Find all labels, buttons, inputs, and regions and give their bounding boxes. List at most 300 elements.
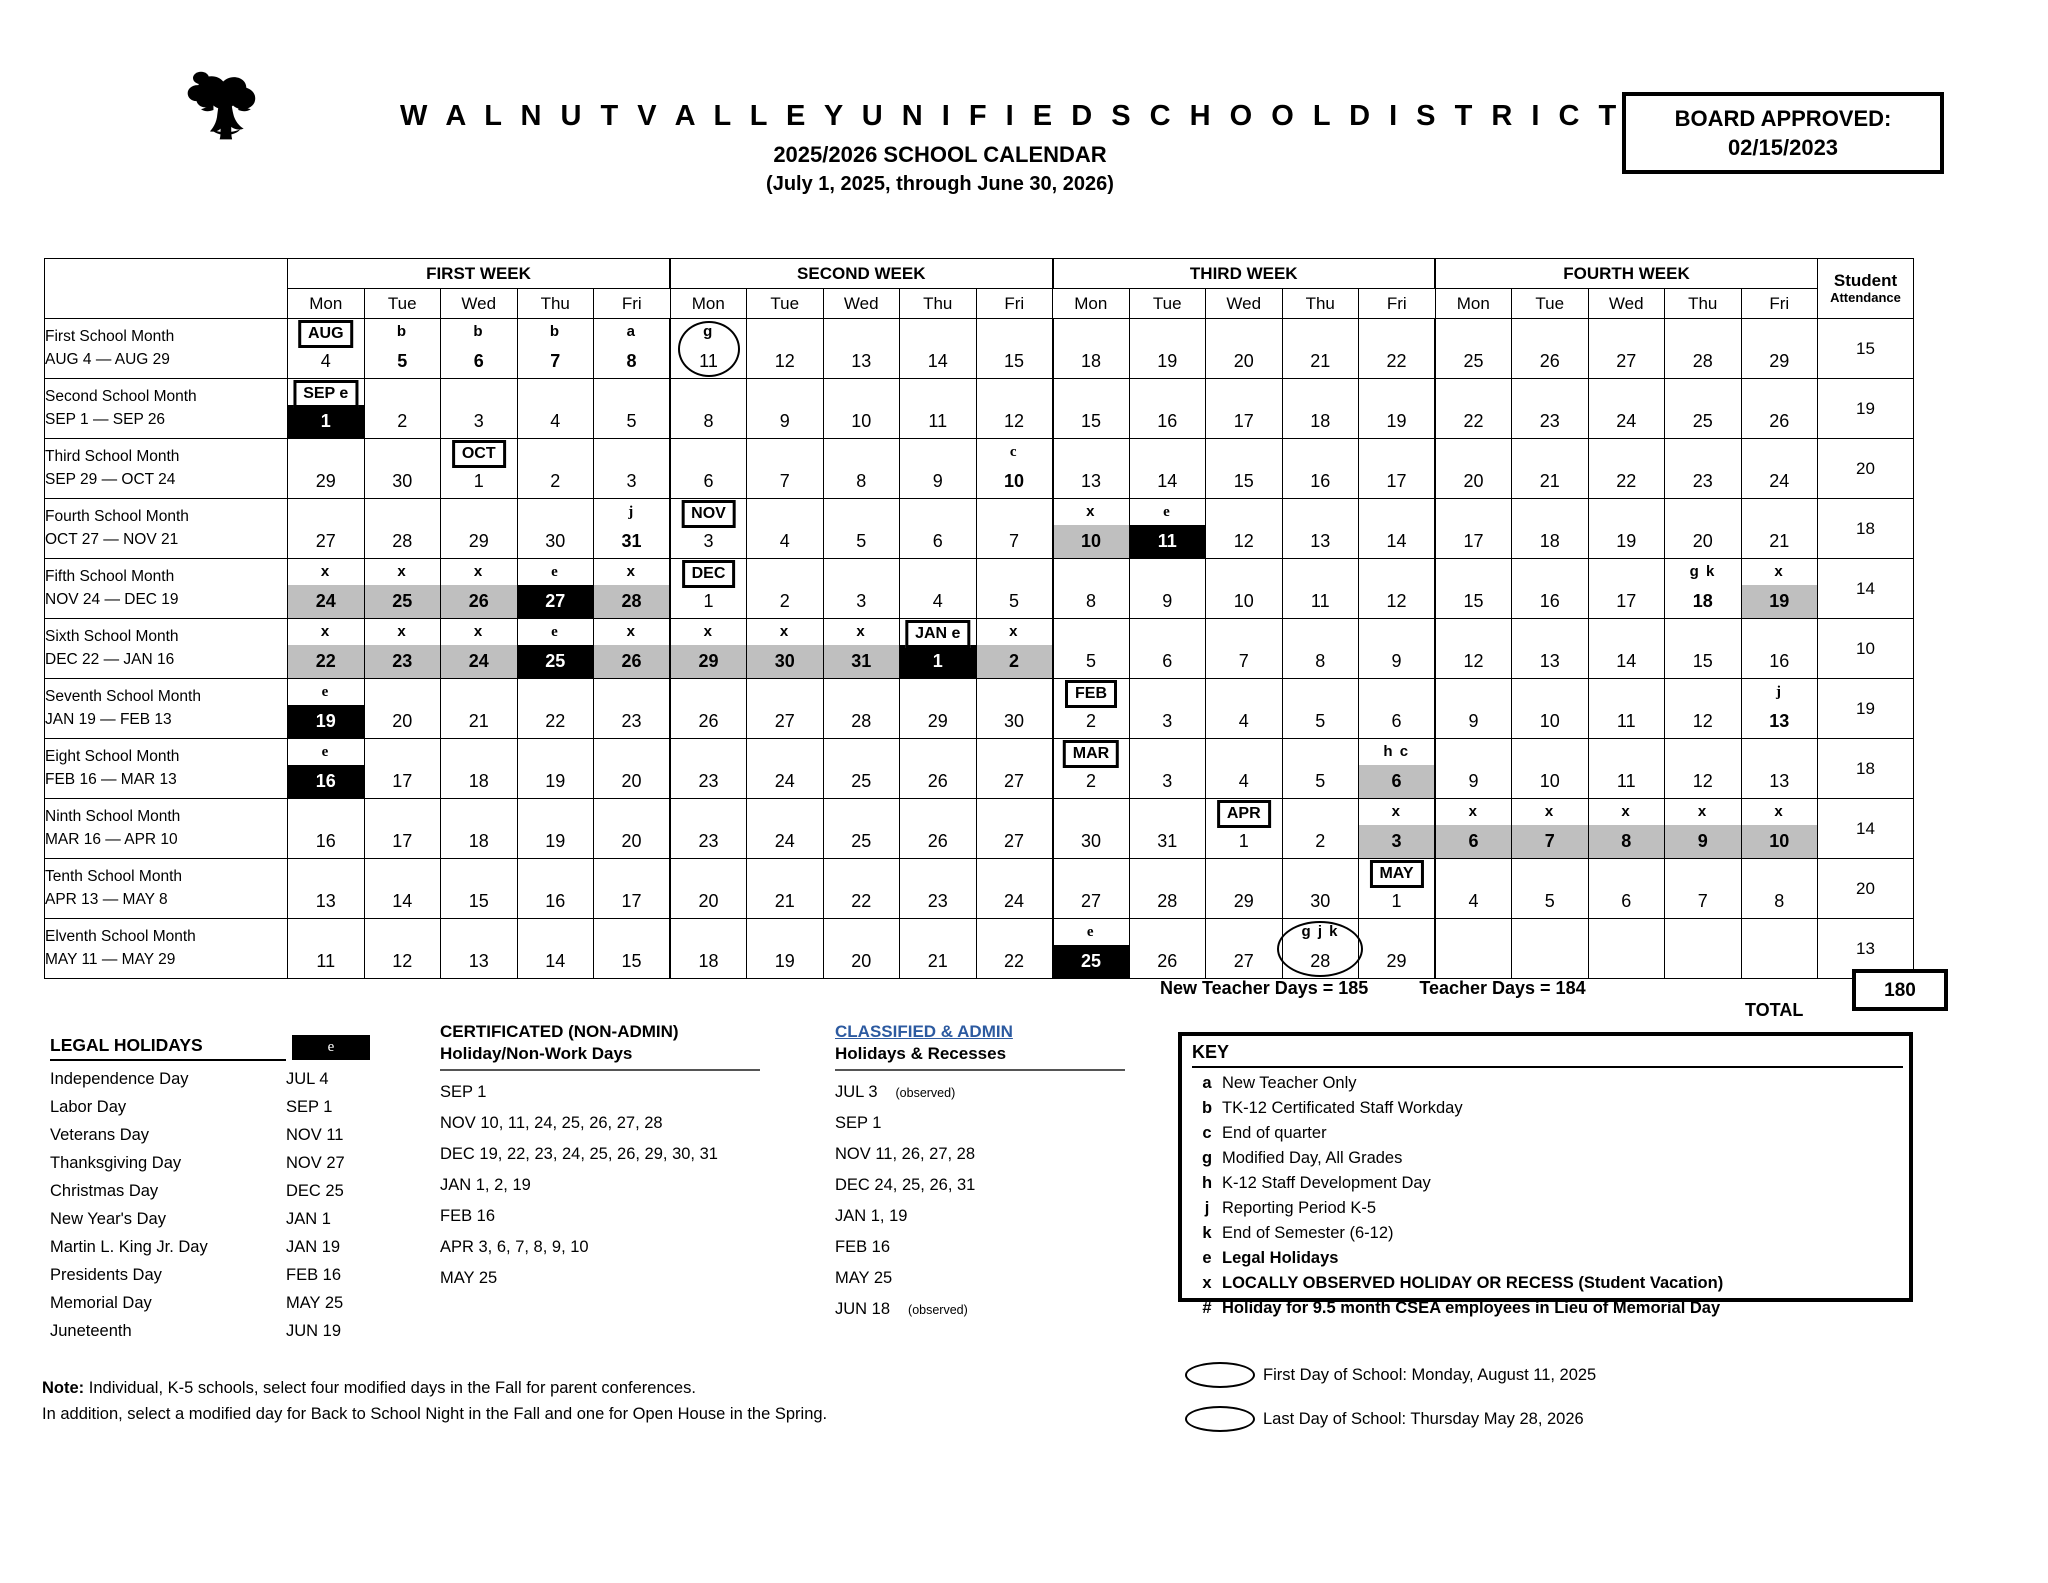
day-number: 26 [1157, 951, 1178, 971]
day-label-tue-week4: Tue [1512, 289, 1589, 319]
day-number: 6 [473, 351, 484, 371]
calendar-day-cell[interactable] [594, 559, 671, 619]
calendar-day-cell[interactable] [441, 319, 518, 379]
calendar-day-cell[interactable] [441, 619, 518, 679]
day-number: 12 [1692, 771, 1713, 791]
calendar-day-cell[interactable] [517, 619, 594, 679]
calendar-day-cell[interactable] [823, 619, 900, 679]
calendar-day-cell[interactable] [517, 859, 594, 919]
calendar-day-cell[interactable] [1665, 559, 1742, 619]
calendar-day-cell[interactable] [823, 799, 900, 859]
calendar-day-cell[interactable] [1665, 439, 1742, 499]
calendar-day-cell[interactable] [364, 619, 441, 679]
calendar-day-cell[interactable] [364, 499, 441, 559]
calendar-day-cell[interactable] [1359, 619, 1436, 679]
day-label-wed-week2: Wed [823, 289, 900, 319]
calendar-day-cell[interactable] [1512, 319, 1589, 379]
calendar-day-cell[interactable] [1588, 619, 1665, 679]
calendar-day-cell[interactable] [1206, 499, 1283, 559]
school-month-row [45, 739, 1914, 799]
calendar-day-cell[interactable] [747, 319, 824, 379]
calendar-day-cell[interactable] [1053, 679, 1130, 739]
calendar-day-cell[interactable] [1741, 859, 1818, 919]
calendar-day-cell[interactable] [1512, 859, 1589, 919]
day-number: 18 [698, 951, 719, 971]
calendar-day-cell[interactable] [670, 499, 747, 559]
calendar-day-cell[interactable] [364, 859, 441, 919]
certificated-list [440, 1083, 760, 1288]
calendar-day-cell[interactable] [1665, 739, 1742, 799]
calendar-day-cell[interactable] [1206, 319, 1283, 379]
calendar-day-cell[interactable] [747, 619, 824, 679]
classified-date-row [835, 1176, 1125, 1195]
calendar-day-cell[interactable] [517, 679, 594, 739]
calendar-day-cell[interactable] [1512, 679, 1589, 739]
calendar-day-cell[interactable] [1588, 739, 1665, 799]
calendar-day-cell[interactable] [1053, 439, 1130, 499]
calendar-day-cell[interactable] [1741, 499, 1818, 559]
calendar-day-cell[interactable] [1282, 499, 1359, 559]
key-description: Reporting Period K-5 [1222, 1199, 1377, 1217]
calendar-day-cell[interactable] [976, 799, 1053, 859]
calendar-day-cell[interactable] [517, 379, 594, 439]
calendar-day-cell[interactable] [1435, 799, 1512, 859]
calendar-day-cell[interactable] [594, 499, 671, 559]
calendar-day-cell[interactable] [1129, 379, 1206, 439]
calendar-day-cell[interactable] [1665, 319, 1742, 379]
school-month-label [45, 559, 288, 619]
calendar-day-cell[interactable] [670, 319, 747, 379]
calendar-day-cell[interactable] [1512, 919, 1589, 979]
calendar-day-cell[interactable] [1053, 319, 1130, 379]
calendar-day-cell[interactable] [1282, 439, 1359, 499]
classified-title[interactable]: CLASSIFIED & ADMIN [835, 1022, 1013, 1041]
day-number: 28 [1692, 351, 1713, 371]
day-number: 10 [851, 411, 872, 431]
calendar-day-cell[interactable] [823, 679, 900, 739]
calendar-day-cell[interactable] [288, 679, 365, 739]
calendar-day-cell[interactable] [517, 499, 594, 559]
day-number: 19 [545, 771, 566, 791]
day-number: 12 [1003, 411, 1025, 431]
calendar-day-cell[interactable] [976, 439, 1053, 499]
calendar-day-cell[interactable] [1129, 319, 1206, 379]
day-number: 9 [1468, 711, 1479, 731]
calendar-day-cell[interactable] [900, 679, 977, 739]
calendar-day-cell[interactable] [1359, 319, 1436, 379]
calendar-day-cell[interactable] [1741, 319, 1818, 379]
student-attendance-value: 15 [1818, 319, 1914, 379]
calendar-day-cell[interactable] [900, 319, 977, 379]
day-number: 1 [473, 471, 484, 491]
calendar-day-cell[interactable] [1741, 379, 1818, 439]
day-number: 28 [1157, 891, 1178, 911]
calendar-day-cell[interactable] [288, 859, 365, 919]
calendar-day-cell[interactable] [1588, 679, 1665, 739]
calendar-day-cell[interactable] [1129, 859, 1206, 919]
day-number: 10 [1054, 525, 1129, 558]
calendar-day-cell[interactable] [900, 859, 977, 919]
classified-date: JAN 1, 19 [835, 1207, 908, 1225]
calendar-day-cell[interactable] [441, 499, 518, 559]
day-number: 25 [1692, 411, 1713, 431]
calendar-day-cell[interactable] [594, 799, 671, 859]
school-month-row [45, 679, 1914, 739]
calendar-day-cell[interactable] [747, 859, 824, 919]
month-name: Sixth School Month [45, 628, 179, 646]
calendar-day-cell[interactable] [1741, 919, 1818, 979]
calendar-day-cell[interactable] [1435, 739, 1512, 799]
calendar-day-cell[interactable] [900, 739, 977, 799]
calendar-day-cell[interactable] [1206, 439, 1283, 499]
key-code: g [1201, 1149, 1213, 1167]
calendar-day-cell[interactable] [364, 739, 441, 799]
day-number: 2 [977, 645, 1052, 678]
calendar-day-cell[interactable] [1282, 319, 1359, 379]
calendar-day-cell[interactable] [1206, 859, 1283, 919]
day-number: 8 [856, 471, 867, 491]
calendar-day-cell[interactable] [1588, 379, 1665, 439]
day-number: 11 [699, 351, 718, 371]
calendar-day-cell[interactable] [1359, 379, 1436, 439]
calendar-day-cell[interactable] [747, 679, 824, 739]
calendar-day-cell[interactable] [1206, 379, 1283, 439]
day-number: 17 [1616, 591, 1637, 611]
calendar-day-cell[interactable] [594, 859, 671, 919]
day-number: 28 [1310, 951, 1331, 971]
calendar-day-cell[interactable] [364, 439, 441, 499]
calendar-day-cell[interactable] [441, 799, 518, 859]
calendar-day-cell[interactable] [1512, 739, 1589, 799]
calendar-day-cell[interactable] [1512, 559, 1589, 619]
calendar-day-cell[interactable] [1206, 739, 1283, 799]
calendar-day-cell[interactable] [670, 439, 747, 499]
calendar-day-cell[interactable] [517, 319, 594, 379]
calendar-day-cell[interactable] [594, 379, 671, 439]
calendar-day-cell[interactable] [1129, 619, 1206, 679]
day-number: 22 [1463, 411, 1484, 431]
calendar-day-cell[interactable] [670, 919, 747, 979]
calendar-day-cell[interactable] [976, 859, 1053, 919]
calendar-day-cell[interactable] [1512, 439, 1589, 499]
calendar-day-cell[interactable] [976, 919, 1053, 979]
day-number: 7 [1512, 825, 1588, 858]
calendar-day-cell[interactable] [517, 739, 594, 799]
month-range: SEP 29 — OCT 24 [45, 470, 176, 488]
calendar-day-cell[interactable] [288, 559, 365, 619]
calendar-day-cell[interactable] [441, 679, 518, 739]
calendar-day-cell[interactable] [670, 799, 747, 859]
calendar-day-cell[interactable] [441, 379, 518, 439]
day-number: 5 [856, 531, 867, 551]
day-number: 30 [1310, 891, 1331, 911]
calendar-day-cell[interactable] [823, 319, 900, 379]
calendar-day-cell[interactable] [1588, 559, 1665, 619]
calendar-day-cell[interactable] [900, 379, 977, 439]
day-number: 6 [1621, 891, 1632, 911]
key-code: c [1202, 1124, 1212, 1142]
calendar-day-cell[interactable] [1359, 739, 1436, 799]
calendar-day-cell[interactable] [670, 619, 747, 679]
calendar-day-cell[interactable] [900, 439, 977, 499]
calendar-day-cell[interactable] [976, 319, 1053, 379]
calendar-day-cell[interactable] [1512, 379, 1589, 439]
calendar-day-cell[interactable] [364, 559, 441, 619]
key-description: K-12 Staff Development Day [1222, 1174, 1431, 1192]
calendar-day-cell[interactable] [288, 319, 365, 379]
note-label: Note: [42, 1379, 85, 1397]
calendar-day-cell[interactable] [288, 919, 365, 979]
calendar-day-cell[interactable] [670, 379, 747, 439]
calendar-day-cell[interactable] [1741, 799, 1818, 859]
calendar-day-cell[interactable] [1741, 619, 1818, 679]
calendar-day-cell[interactable] [823, 379, 900, 439]
calendar-day-cell[interactable] [1053, 919, 1130, 979]
calendar-day-cell[interactable] [364, 379, 441, 439]
calendar-day-cell[interactable] [1053, 559, 1130, 619]
calendar-day-cell[interactable] [1435, 679, 1512, 739]
calendar-day-cell[interactable] [1359, 679, 1436, 739]
calendar-day-cell[interactable] [1206, 799, 1283, 859]
legal-holiday-name: Memorial Day [50, 1294, 152, 1312]
calendar-day-cell[interactable] [1435, 439, 1512, 499]
legal-holiday-row [50, 1294, 390, 1313]
day-number: 14 [1386, 531, 1407, 551]
calendar-day-cell[interactable] [594, 679, 671, 739]
calendar-day-cell[interactable] [976, 379, 1053, 439]
calendar-day-cell[interactable] [1129, 559, 1206, 619]
day-number: 18 [1310, 411, 1331, 431]
calendar-day-cell[interactable] [1053, 379, 1130, 439]
calendar-day-cell[interactable] [594, 739, 671, 799]
classified-list [835, 1083, 1125, 1319]
calendar-day-cell[interactable] [594, 919, 671, 979]
calendar-day-cell[interactable] [1435, 319, 1512, 379]
calendar-day-cell[interactable] [288, 739, 365, 799]
calendar-day-cell[interactable] [1588, 799, 1665, 859]
day-marker-code: g k [1689, 563, 1716, 580]
calendar-day-cell[interactable] [1206, 679, 1283, 739]
calendar-day-cell[interactable] [517, 919, 594, 979]
calendar-day-cell[interactable] [441, 919, 518, 979]
calendar-day-cell[interactable] [1588, 919, 1665, 979]
calendar-day-cell[interactable] [1129, 739, 1206, 799]
calendar-day-cell[interactable] [1282, 379, 1359, 439]
calendar-day-cell[interactable] [900, 499, 977, 559]
calendar-day-cell[interactable] [1435, 919, 1512, 979]
day-number: 15 [1080, 411, 1102, 431]
calendar-day-cell[interactable] [747, 799, 824, 859]
calendar-day-cell[interactable] [1665, 499, 1742, 559]
day-number: 12 [1233, 531, 1254, 551]
calendar-day-cell[interactable] [900, 559, 977, 619]
calendar-day-cell[interactable] [900, 799, 977, 859]
calendar-day-cell[interactable] [517, 799, 594, 859]
calendar-day-cell[interactable] [1053, 799, 1130, 859]
calendar-day-cell[interactable] [1435, 499, 1512, 559]
calendar-day-cell[interactable] [1741, 559, 1818, 619]
day-marker-code: x [856, 623, 867, 640]
calendar-day-cell[interactable] [747, 559, 824, 619]
calendar-day-cell[interactable] [1512, 799, 1589, 859]
week-header-row [45, 259, 1914, 289]
calendar-day-cell[interactable] [900, 919, 977, 979]
day-number: 26 [594, 645, 669, 678]
calendar-day-cell[interactable] [364, 919, 441, 979]
calendar-day-cell[interactable] [976, 619, 1053, 679]
calendar-day-cell[interactable] [823, 859, 900, 919]
calendar-day-cell[interactable] [823, 739, 900, 799]
calendar-day-cell[interactable] [670, 739, 747, 799]
calendar-day-cell[interactable] [288, 799, 365, 859]
calendar-day-cell[interactable] [976, 499, 1053, 559]
calendar-day-cell[interactable] [1359, 859, 1436, 919]
legal-holiday-date: FEB 16 [286, 1266, 342, 1284]
calendar-day-cell[interactable] [976, 679, 1053, 739]
calendar-day-cell[interactable] [288, 499, 365, 559]
calendar-day-cell[interactable] [364, 679, 441, 739]
calendar-day-cell[interactable] [900, 619, 977, 679]
calendar-day-cell[interactable] [288, 619, 365, 679]
calendar-day-cell[interactable] [670, 859, 747, 919]
calendar-day-cell[interactable] [1282, 739, 1359, 799]
day-number: 16 [1310, 471, 1331, 491]
calendar-day-cell[interactable] [1588, 499, 1665, 559]
first-day-row [1185, 1362, 1596, 1388]
school-calendar-table [44, 258, 1914, 979]
calendar-day-cell[interactable] [1435, 559, 1512, 619]
day-number: 25 [851, 831, 872, 851]
calendar-day-cell[interactable] [747, 739, 824, 799]
certificated-date-row: SEP 1 [440, 1083, 487, 1101]
calendar-day-cell[interactable] [976, 739, 1053, 799]
calendar-day-cell[interactable] [1053, 739, 1130, 799]
calendar-day-cell[interactable] [670, 679, 747, 739]
calendar-day-cell[interactable] [1282, 619, 1359, 679]
legal-holiday-date: DEC 25 [286, 1182, 344, 1200]
calendar-day-cell[interactable] [747, 919, 824, 979]
student-attendance-value: 20 [1818, 859, 1914, 919]
total-attendance-value: 180 [1852, 969, 1948, 1011]
calendar-day-cell[interactable] [1665, 919, 1742, 979]
calendar-day-cell[interactable] [1129, 919, 1206, 979]
calendar-day-cell[interactable] [1282, 679, 1359, 739]
calendar-day-cell[interactable] [1512, 619, 1589, 679]
calendar-day-cell[interactable] [1359, 439, 1436, 499]
calendar-day-cell[interactable] [1129, 679, 1206, 739]
calendar-day-cell[interactable] [441, 859, 518, 919]
calendar-day-cell[interactable] [1359, 799, 1436, 859]
day-number: 26 [927, 831, 948, 851]
calendar-day-cell[interactable] [1435, 619, 1512, 679]
calendar-day-cell[interactable] [517, 439, 594, 499]
calendar-day-cell[interactable] [1435, 379, 1512, 439]
calendar-day-cell[interactable] [1282, 559, 1359, 619]
day-number: 26 [698, 711, 719, 731]
calendar-day-cell[interactable] [288, 439, 365, 499]
calendar-day-cell[interactable] [1129, 799, 1206, 859]
calendar-day-cell[interactable] [1206, 919, 1283, 979]
calendar-day-cell[interactable] [1282, 799, 1359, 859]
calendar-day-cell[interactable] [594, 619, 671, 679]
calendar-day-cell[interactable] [441, 439, 518, 499]
calendar-day-cell[interactable] [1053, 499, 1130, 559]
calendar-day-cell[interactable] [1741, 439, 1818, 499]
day-number: 21 [927, 951, 948, 971]
month-range: MAY 11 — MAY 29 [45, 950, 176, 968]
calendar-day-cell[interactable] [1741, 739, 1818, 799]
calendar-day-cell[interactable] [1665, 679, 1742, 739]
day-number: 13 [851, 351, 872, 371]
calendar-day-cell[interactable] [670, 559, 747, 619]
day-number: 31 [621, 531, 642, 551]
calendar-day-cell[interactable] [1053, 619, 1130, 679]
calendar-day-cell[interactable] [1665, 859, 1742, 919]
key-item [1192, 1149, 1909, 1168]
calendar-day-cell[interactable] [1129, 499, 1206, 559]
day-marker-code: x [320, 623, 331, 640]
month-start-badge: OCT [452, 440, 506, 468]
calendar-day-cell[interactable] [1359, 559, 1436, 619]
calendar-day-cell[interactable] [364, 319, 441, 379]
legal-holidays-block [50, 1035, 390, 1341]
calendar-day-cell[interactable] [1282, 919, 1359, 979]
week-header-1: FIRST WEEK [288, 259, 671, 289]
calendar-day-cell[interactable] [823, 439, 900, 499]
calendar-day-cell[interactable] [747, 499, 824, 559]
day-number: 17 [621, 891, 642, 911]
day-marker-code: g [703, 323, 714, 340]
calendar-day-cell[interactable] [1359, 919, 1436, 979]
calendar-day-cell[interactable] [594, 439, 671, 499]
calendar-day-cell[interactable] [1665, 799, 1742, 859]
calendar-day-cell[interactable] [823, 919, 900, 979]
calendar-day-cell[interactable] [747, 439, 824, 499]
key-description: New Teacher Only [1222, 1074, 1357, 1092]
calendar-day-cell[interactable] [1435, 859, 1512, 919]
calendar-day-cell[interactable] [1206, 619, 1283, 679]
calendar-day-cell[interactable] [1129, 439, 1206, 499]
calendar-day-cell[interactable] [1588, 439, 1665, 499]
day-number: 14 [392, 891, 413, 911]
calendar-day-cell[interactable] [823, 559, 900, 619]
calendar-day-cell[interactable] [1053, 859, 1130, 919]
calendar-day-cell[interactable] [517, 559, 594, 619]
legal-holiday-name: Christmas Day [50, 1182, 159, 1200]
last-day-text: Last Day of School: Thursday May 28, 2026 [1263, 1409, 1584, 1428]
calendar-day-cell[interactable] [976, 559, 1053, 619]
calendar-day-cell[interactable] [1665, 619, 1742, 679]
calendar-day-cell[interactable] [1665, 379, 1742, 439]
calendar-day-cell[interactable] [747, 379, 824, 439]
calendar-day-cell[interactable] [288, 379, 365, 439]
calendar-day-cell[interactable] [441, 739, 518, 799]
calendar-day-cell[interactable] [1588, 319, 1665, 379]
calendar-day-cell[interactable] [1741, 679, 1818, 739]
calendar-day-cell[interactable] [1588, 859, 1665, 919]
day-number: 3 [856, 591, 867, 611]
calendar-day-cell[interactable] [823, 499, 900, 559]
calendar-day-cell[interactable] [364, 799, 441, 859]
day-number: 6 [1436, 825, 1511, 858]
calendar-day-cell[interactable] [1359, 499, 1436, 559]
calendar-day-cell[interactable] [1206, 559, 1283, 619]
calendar-day-cell[interactable] [441, 559, 518, 619]
day-label-fri-week1: Fri [594, 289, 671, 319]
calendar-day-cell[interactable] [594, 319, 671, 379]
calendar-day-cell[interactable] [1282, 859, 1359, 919]
calendar-day-cell[interactable] [1512, 499, 1589, 559]
